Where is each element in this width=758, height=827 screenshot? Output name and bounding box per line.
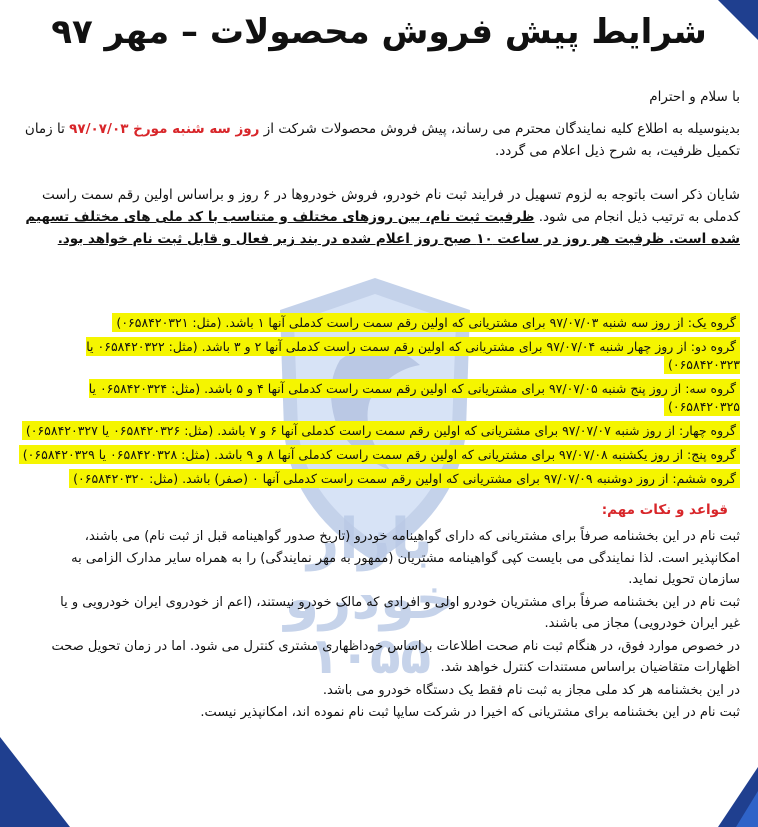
corner-decoration-bottom-left <box>0 737 70 827</box>
rules-heading: قواعد و نکات مهم: <box>601 502 728 518</box>
rule-item: ثبت نام در این بخشنامه صرفاً برای مشتریانی که دارای گواهینامه خودرو (تاریخ صدور گواهینامه قبل از ثبت نام) می باشند، امکانپذیر است. لذا نمایندگی می بایست کپی گواهینامه مشتریان (ممهور به مهر نمایندگی) را به همراه سایر مدارک الزامی به سازمان تحویل نماید. <box>71 529 740 587</box>
group-6-text: گروه ششم: از روز دوشنبه ۹۷/۰۷/۰۹ برای مشتریانی که اولین رقم سمت راست کدملی آنها ۰ (صفر) باشد. (مثل: ۰۶۵۸۴۲۰۳۲۰) <box>69 469 740 488</box>
group-item <box>18 380 740 416</box>
capacity-paragraph <box>18 184 740 250</box>
capacity-underlined: ظرفیت ثبت نام، بین روزهای مختلف و متناسب با کد ملی های مختلف تسهیم شده است. ظرفیت هر روز در ساعت ۱۰ صبح روز اعلام شده در بند زیر فعال و قابل ثبت نام خواهد بود. <box>25 209 740 247</box>
intro-text-2: تا زمان تکمیل ظرفیت، به شرح ذیل اعلام می گردد. <box>24 121 740 159</box>
rule-item: ثبت نام در این بخشنامه صرفاً برای مشتریان خودرو اولی و افرادی که مالک خودرو نیستند، (اعم از خودروی ایران خودرویی و یا غیر ایران خودرویی) مجاز می باشند. <box>60 594 740 631</box>
capacity-text: شایان ذکر است باتوجه به لزوم تسهیل در فرایند ثبت نام خودرو، فروش خودروها در ۶ روز و براساس اولین رقم سمت راست کدملی به ترتیب ذیل انجام می شود. <box>41 187 740 225</box>
greeting: با سلام و احترام <box>649 89 740 105</box>
intro-date-highlight: روز سه شنبه مورخ ۹۷/۰۷/۰۳ <box>69 121 260 137</box>
page-title: شرایط پیش فروش محصولات – مهر ۹۷ <box>51 12 707 52</box>
watermark-number: ۱۰۵۵ <box>308 627 432 685</box>
group-5-text: گروه پنج: از روز یکشنبه ۹۷/۰۷/۰۸ برای مشتریانی که اولین رقم سمت راست کدملی آنها ۸ و ۹ باشد. (مثل: ۰۶۵۸۴۲۰۳۲۸ یا ۰۶۵۸۴۲۰۳۲۹) <box>19 445 740 464</box>
group-item <box>18 314 740 332</box>
rule-item: در این بخشنامه هر کد ملی مجاز به ثبت نام فقط یک دستگاه خودرو می باشد. <box>322 682 740 698</box>
group-item <box>18 338 740 374</box>
group-3-text: گروه سه: از روز پنج شنبه ۹۷/۰۷/۰۵ برای مشتریانی که اولین رقم سمت راست کدملی آنها ۴ و ۵ باشد. (مثل: ۰۶۵۸۴۲۰۳۲۴ یا ۰۶۵۸۴۲۰۳۲۵) <box>88 381 740 414</box>
rules-list <box>50 526 740 725</box>
rule-item: در خصوص موارد فوق، در هنگام ثبت نام صحت اطلاعات براساس خوداظهاری مشتری کنترل می شود. اما در زمان تحویل صحت اظهارات متقاضیان براساس مستندات کنترل خواهد شد. <box>51 638 740 675</box>
intro-text-1: بدینوسیله به اطلاع کلیه نمایندگان محترم می رساند، پیش فروش محصولات شرکت از <box>259 121 740 137</box>
group-1-text: گروه یک: از روز سه شنبه ۹۷/۰۷/۰۳ برای مشتریانی که اولین رقم سمت راست کدملی آنها ۱ باشد. (مثل: ۰۶۵۸۴۲۰۳۲۱) <box>112 313 740 332</box>
corner-decoration-bottom-right-inner <box>736 791 758 827</box>
watermark-brand: بازار خودرو <box>284 507 456 632</box>
group-list <box>18 314 740 494</box>
group-4-text: گروه چهار: از روز شنبه ۹۷/۰۷/۰۷ برای مشتریانی که اولین رقم سمت راست کدملی آنها ۶ و ۷ باشد. (مثل: ۰۶۵۸۴۲۰۳۲۶ یا ۰۶۵۸۴۲۰۳۲۷) <box>22 421 740 440</box>
intro-paragraph <box>18 118 740 162</box>
rule-item: ثبت نام در این بخشنامه برای مشتریانی که اخیرا در شرکت سایپا ثبت نام نموده اند، امکانپذیر نیست. <box>200 705 740 720</box>
group-item <box>18 422 740 440</box>
group-2-text: گروه دو: از روز چهار شنبه ۹۷/۰۷/۰۴ برای مشتریانی که اولین رقم سمت راست کدملی آنها ۲ و ۳ باشد. (مثل: ۰۶۵۸۴۲۰۳۲۲ یا ۰۶۵۸۴۲۰۳۲۳) <box>86 339 740 372</box>
group-item <box>18 446 740 464</box>
group-item <box>18 470 740 488</box>
